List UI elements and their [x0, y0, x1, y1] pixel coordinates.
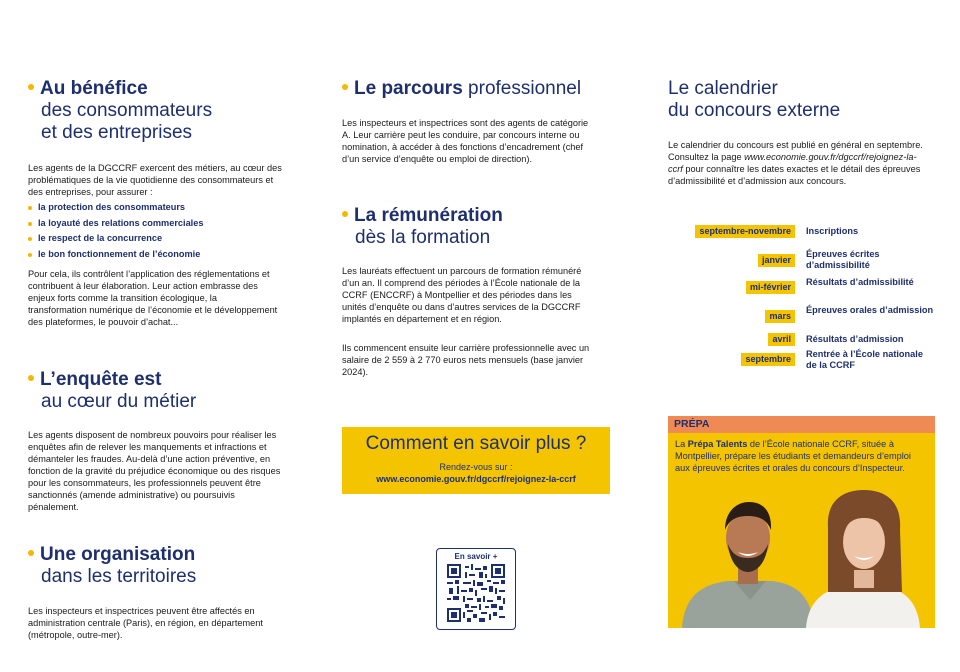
info-box [342, 427, 610, 494]
list-item: le respect de la concurrence [28, 231, 290, 247]
calendar-label: Résultats d’admissibilité [806, 277, 914, 287]
section-organisation [28, 544, 290, 588]
section-enquete [28, 369, 290, 413]
list-item: la loyauté des relations commerciales [28, 216, 290, 232]
missions-list [28, 200, 290, 262]
bullet-icon [28, 84, 34, 90]
qr-label: En savoir + [454, 552, 498, 561]
section-remuneration [342, 205, 614, 249]
paragraph-formation: Les lauréats effectuent un parcours de formation rémunéré d’un an. Il comprend des périodes à l’École nationale de la CCRF (ENCCRF) à Montpellier et des périodes dans les unités d’enquête ou dans d’autres services de la DGCCRF implantés en département et en région. [342, 266, 582, 324]
section-subtitle: au cœur du métier [41, 391, 197, 412]
section-title: Une organisation [28, 544, 290, 566]
info-title: Comment en savoir plus ? [365, 433, 587, 454]
calendar-date: septembre-novembre [695, 225, 795, 238]
section-benefice [28, 78, 290, 144]
info-subtitle: Rendez-vous sur : [439, 462, 513, 472]
woman-figure [806, 490, 920, 628]
calendar-date: avril [768, 333, 795, 346]
prepa-header: PRÉPA [668, 416, 935, 433]
bullet-icon [342, 211, 348, 217]
section-title: Au bénéfice [28, 78, 290, 100]
paragraph-salaire: Ils commencent ensuite leur carrière professionnelle avec un salaire de 2 559 à 2 770 euros nets mensuels (base janvier 2024). [342, 343, 590, 377]
section-title: L’enquête est [28, 369, 290, 391]
prepa-box [668, 416, 935, 628]
paragraph-calendrier: Le calendrier du concours est publié en général en septembre. Consultez la page www.economie.gouv.fr/dgccrf/rejoignez-la-ccrf pour connaître les dates exactes et le détail des épreuves d’admissibilité et d’admission aux concours. [668, 140, 923, 186]
list-item: le bon fonctionnement de l’économie [28, 247, 290, 263]
section-title: La rémunération [342, 205, 614, 227]
calendar-title-1: Le calendrier [668, 78, 778, 99]
bullet-icon [28, 375, 34, 381]
calendar-date: mars [765, 310, 795, 323]
students-photo [668, 488, 935, 628]
section-subtitle: dans les territoires [41, 566, 197, 587]
bullet-icon [28, 550, 34, 556]
info-link[interactable]: www.economie.gouv.fr/dgccrf/rejoignez-la-ccrf [376, 474, 576, 484]
calendar-label: Épreuves orales d’admission [806, 305, 934, 315]
calendar-date: septembre [741, 353, 795, 366]
calendar-label: Inscriptions [806, 226, 859, 236]
prepa-text: La Prépa Talents de l’École nationale CCRF, située à Montpellier, prépare les étudiants et demandeurs d’emploi aux épreuves écrites et orales du concours d’Inspecteur. [675, 439, 911, 473]
man-figure [682, 502, 814, 628]
paragraph-organisation: Les inspecteurs et inspectrices peuvent être affectés en administration centrale (Paris), en région, en département (métropole, outre-mer). [28, 606, 263, 640]
section-subtitle-2: et des entreprises [41, 122, 193, 143]
calendar-link[interactable]: www.economie.gouv.fr/dgccrf/rejoignez-la-ccrf [668, 152, 917, 174]
paragraph-intro: Les agents de la DGCCRF exercent des métiers, au cœur des problématiques de la vie quotidienne des consommateurs et des entreprises, pour assurer : [28, 163, 282, 197]
qr-code-icon [447, 564, 505, 622]
section-subtitle-1: des consommateurs [41, 100, 213, 121]
calendar-table [668, 224, 936, 374]
qr-card[interactable] [436, 548, 516, 630]
paragraph-controle: Pour cela, ils contrôlent l’application des réglementations et contribuent à leur élaboration. Leur action embrasse des enjeux forts comme la transition écologique, la transformation numérique de l’économie et le développement des plateformes, le pouvoir d’achat... [28, 269, 278, 327]
bullet-icon [342, 84, 348, 90]
calendar-label: Épreuves écrites d’admissibilité [806, 249, 880, 270]
list-item: la protection des consommateurs [28, 200, 290, 216]
section-calendrier [668, 78, 936, 122]
paragraph-parcours: Les inspecteurs et inspectrices sont des agents de catégorie A. Leur carrière peut les conduire, par concours interne ou nomination, à accéder à des fonctions d’encadrement (chef d’un service d’enquête ou emploi de direction). [342, 118, 589, 164]
calendar-date: mi-février [746, 281, 795, 294]
calendar-date: janvier [758, 254, 795, 267]
section-parcours-title: Le parcours professionnel [342, 78, 614, 100]
paragraph-enquete: Les agents disposent de nombreux pouvoirs pour réaliser les enquêtes afin de relever les manquements et infractions et démanteler les fraudes. Au-delà d’une action préventive, en fonction de la gravité du préjudice économique ou des risques pour les consommateurs, les professionnels peuvent être sanctionnés (amende administrative) ou poursuivis pénalement. [28, 430, 281, 512]
section-subtitle: dès la formation [355, 227, 491, 248]
calendar-title-2: du concours externe [668, 100, 841, 121]
calendar-label: Résultats d’admission [806, 334, 904, 344]
calendar-label: Rentrée à l’École nationale de la CCRF [806, 349, 923, 370]
